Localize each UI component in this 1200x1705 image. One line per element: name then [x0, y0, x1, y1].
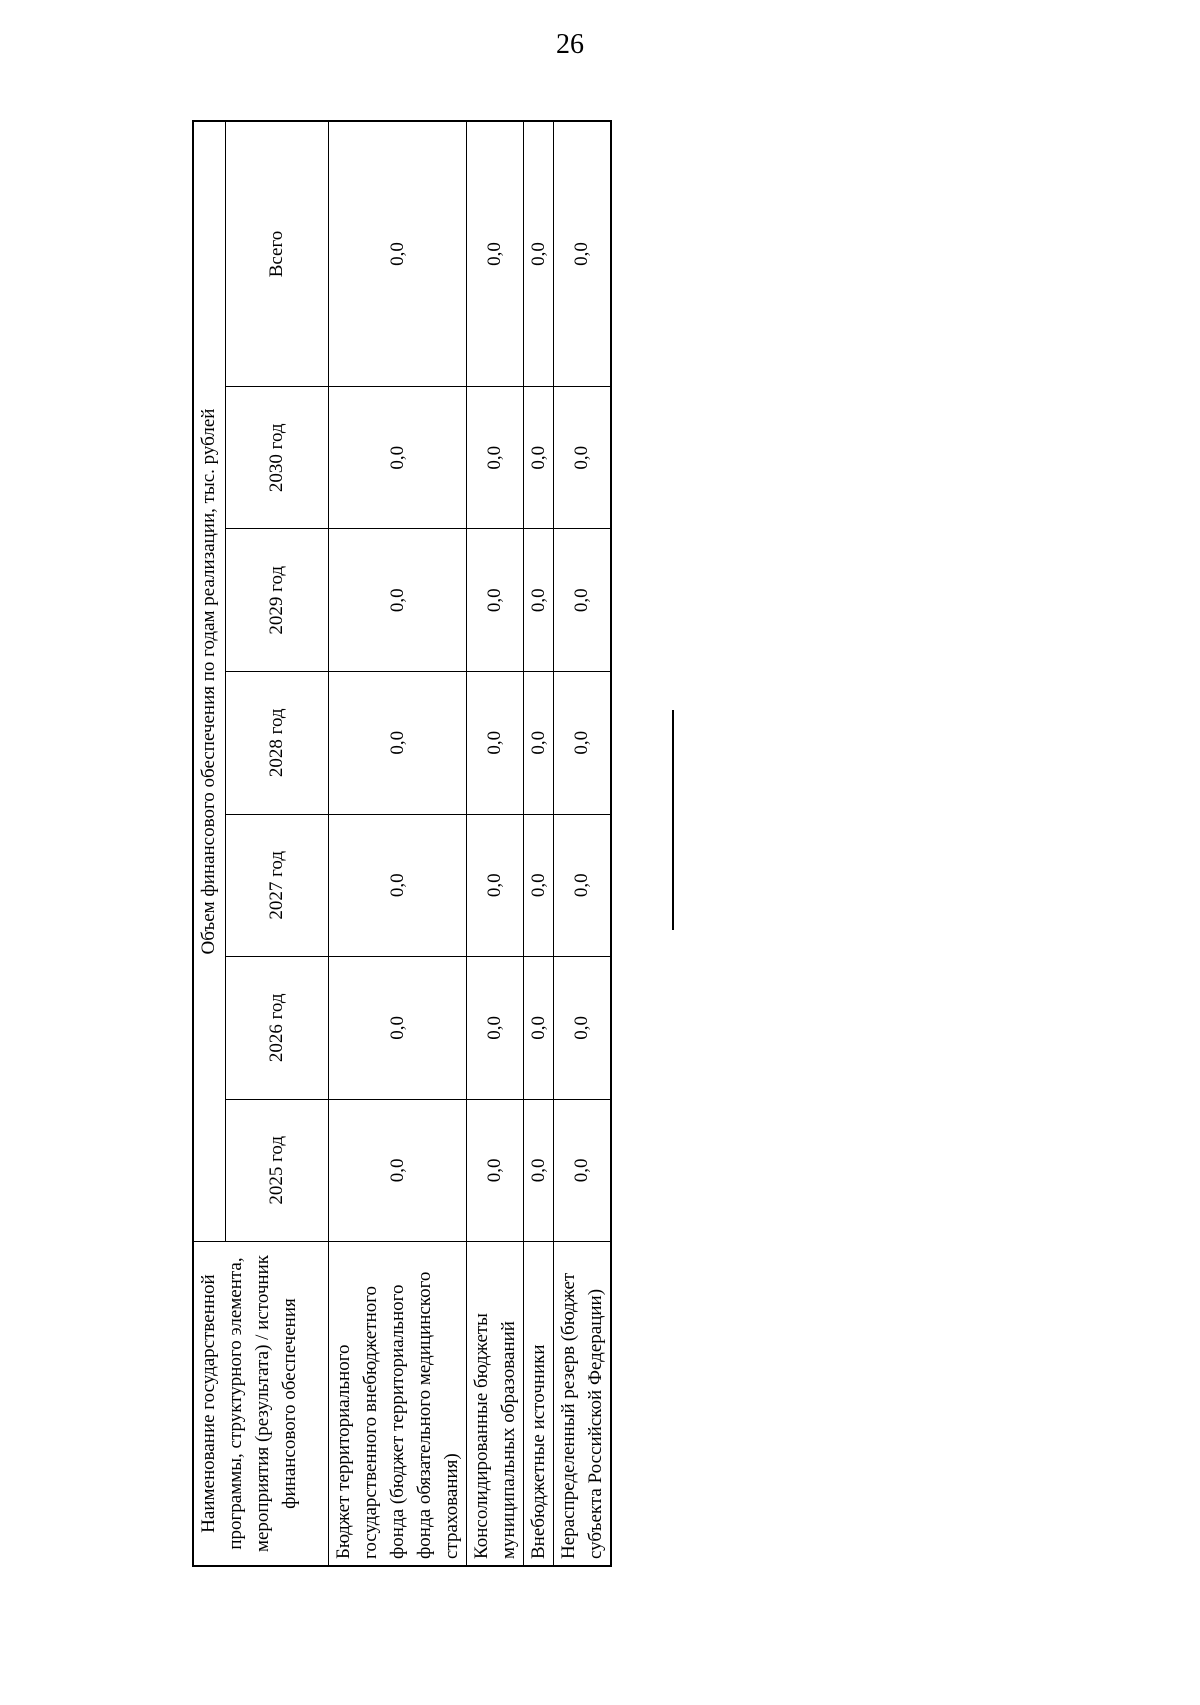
rotated-table-container — [192, 120, 606, 1567]
value-cell: 0,0 — [523, 672, 553, 815]
financing-table — [192, 120, 612, 1567]
row-label: Внебюджетные источники — [523, 1242, 553, 1566]
value-cell: 0,0 — [466, 386, 523, 529]
name-column-header: Наименование государственной программы, структурного элемента, мероприятия (результата) / источник финансового обеспечения — [193, 1242, 328, 1566]
value-cell: 0,0 — [466, 529, 523, 672]
value-cell: 0,0 — [553, 386, 611, 529]
year-2029-header: 2029 год — [225, 529, 328, 672]
value-cell: 0,0 — [466, 672, 523, 815]
value-cell: 0,0 — [523, 386, 553, 529]
value-cell: 0,0 — [553, 814, 611, 957]
year-2025-header: 2025 год — [225, 1099, 328, 1242]
year-2028-header: 2028 год — [225, 672, 328, 815]
financing-group-header: Объем финансового обеспечения по годам реализации, тыс. рублей — [193, 121, 225, 1242]
year-2027-header: 2027 год — [225, 814, 328, 957]
value-cell: 0,0 — [466, 957, 523, 1100]
row-label: Нераспределенный резерв (бюджет субъекта Российской Федерации) — [553, 1242, 611, 1566]
value-cell: 0,0 — [523, 529, 553, 672]
value-cell: 0,0 — [523, 1099, 553, 1242]
value-cell: 0,0 — [553, 529, 611, 672]
year-2030-header: 2030 год — [225, 386, 328, 529]
value-cell: 0,0 — [553, 672, 611, 815]
value-cell: 0,0 — [466, 814, 523, 957]
table-row — [328, 121, 466, 1566]
value-cell: 0,0 — [553, 1099, 611, 1242]
value-cell: 0,0 — [328, 121, 466, 386]
value-cell: 0,0 — [328, 672, 466, 815]
value-cell: 0,0 — [328, 814, 466, 957]
value-cell: 0,0 — [553, 957, 611, 1100]
row-label: Консолидированные бюджеты муниципальных образований — [466, 1242, 523, 1566]
row-label: Бюджет территориального государственного внебюджетного фонда (бюджет территориального фонда обязательного медицинского страхования) — [328, 1242, 466, 1566]
value-cell: 0,0 — [523, 814, 553, 957]
value-cell: 0,0 — [328, 1099, 466, 1242]
value-cell: 0,0 — [523, 957, 553, 1100]
value-cell: 0,0 — [466, 1099, 523, 1242]
value-cell: 0,0 — [328, 386, 466, 529]
end-separator-line — [672, 710, 674, 930]
year-2026-header: 2026 год — [225, 957, 328, 1100]
table-row — [523, 121, 553, 1566]
value-cell: 0,0 — [328, 957, 466, 1100]
page-number: 26 — [556, 29, 584, 60]
total-header: Всего — [225, 121, 328, 386]
table-row — [553, 121, 611, 1566]
value-cell: 0,0 — [328, 529, 466, 672]
value-cell: 0,0 — [466, 121, 523, 386]
table-row — [466, 121, 523, 1566]
value-cell: 0,0 — [523, 121, 553, 386]
value-cell: 0,0 — [553, 121, 611, 386]
